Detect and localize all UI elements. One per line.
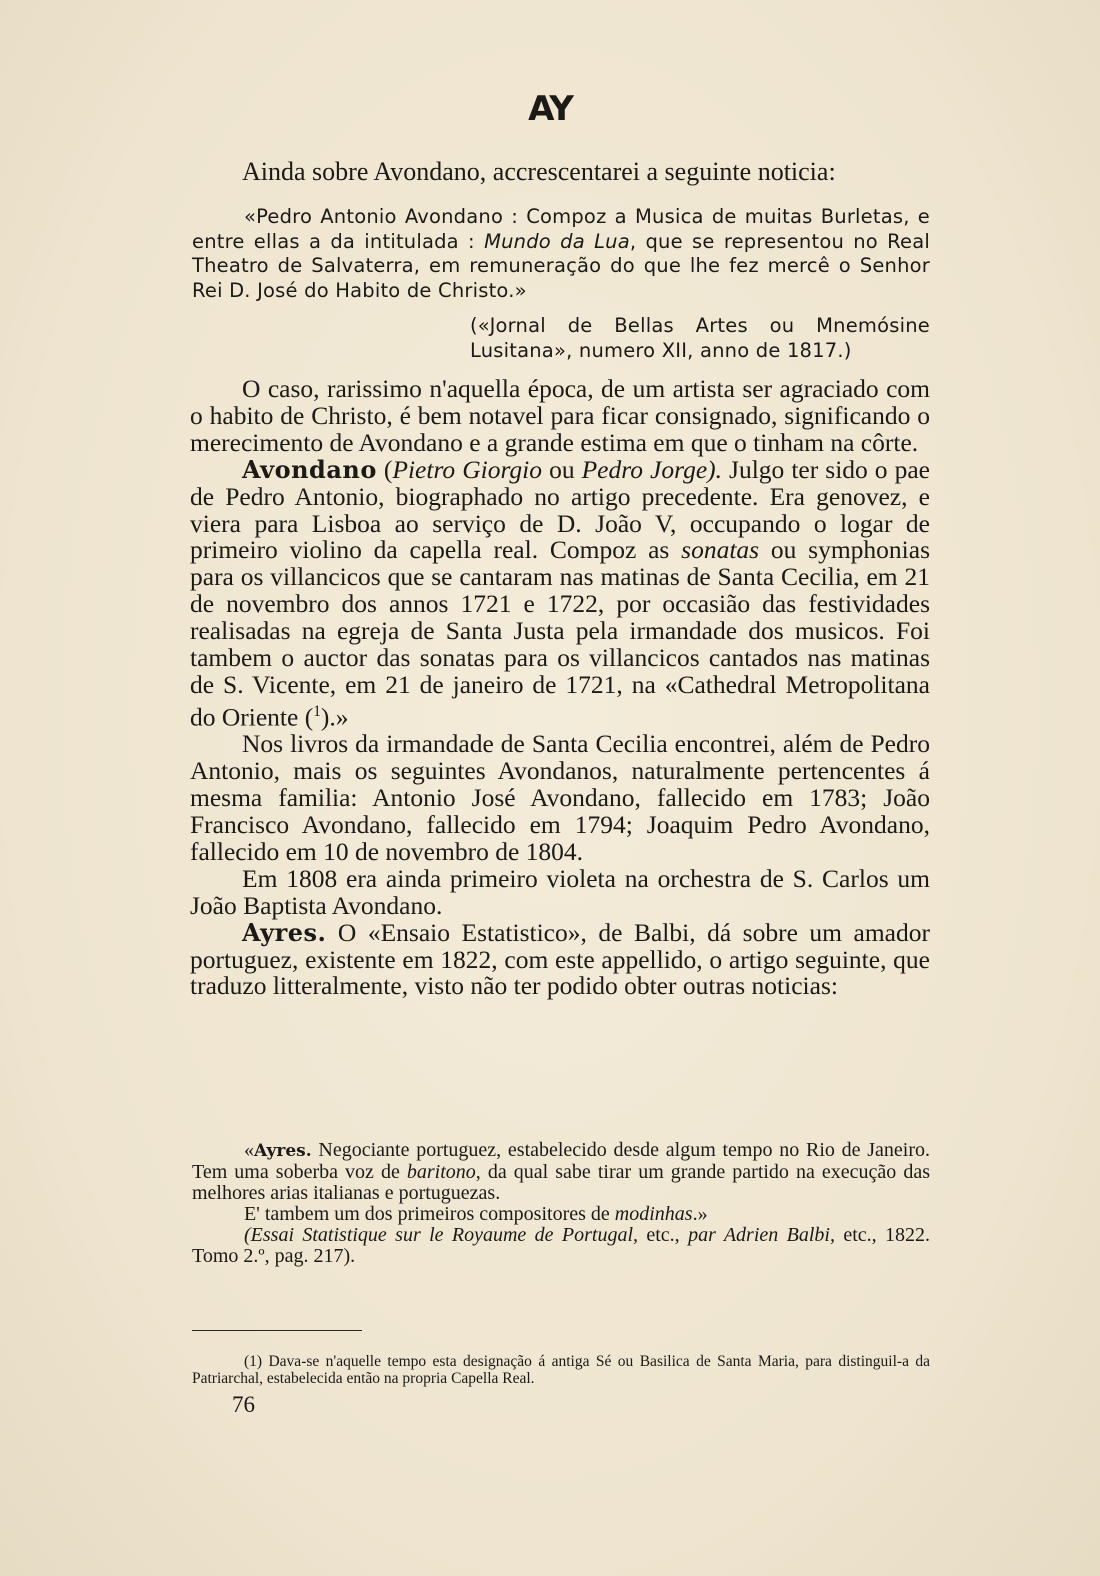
quote-balbi: [192, 1140, 930, 1267]
quote-jornal-title: Mundo da Lua: [484, 229, 630, 253]
intro-line: Ainda sobre Avondano, accrescentarei a seguinte noticia:: [242, 157, 836, 186]
page-number: 76: [232, 1392, 255, 1417]
quote-balbi-para1: [192, 1140, 930, 1204]
entry-avondano-text3: ).»: [320, 702, 349, 732]
paragraph-1808: Em 1808 era ainda primeiro violeta na orchestra de S. Carlos um João Baptista Avondano.: [190, 863, 930, 920]
footnote-divider: [192, 1330, 362, 1331]
entry-ayres: [190, 917, 930, 1001]
quote-balbi-citation: [192, 1225, 930, 1267]
entry-avondano-ou: ou: [542, 454, 582, 484]
entry-avondano-name2: Pedro Jorge).: [581, 454, 722, 484]
entry-ayres-text: O «Ensaio Estatistico», de Balbi, dá sobre um amador portuguez, existente em 1822, com este appellido, o artigo seguinte, que traduzo litteralmente, visto não ter podido obter outras noticias:: [190, 917, 930, 1001]
citation-rest: etc., 1822. Tomo 2.º, pag. 217).: [192, 1224, 931, 1267]
quote-balbi-line2a: E' tambem um dos primeiros compositores de: [244, 1203, 615, 1225]
entry-avondano-text2: ou symphonias para os villancicos que se cantaram nas matinas de Santa Cecilia, em 21 de novembro dos annos 1721 e 1722, por occasião das festividades realisadas na egreja de Santa Justa pela irmandade dos musicos. Foi tambem o auctor das sonatas para os villancicos cantados nas matinas de S. Vicente, em 21 de janeiro de 1721, na «Cathedral Metropolitana do Oriente (: [190, 535, 931, 732]
quote-balbi-open: «: [244, 1139, 254, 1161]
paragraph-caso: O caso, rarissimo n'aquella época, de um artista ser agraciado com o habito de Christo, é bem notavel para ficar consignado, significando o merecimento de Avondano e a grande estima em que o tinham na côrte.: [190, 374, 930, 457]
entry-avondano-heading: Avondano: [242, 454, 377, 484]
quote-balbi-line2b: .»: [692, 1203, 708, 1225]
footnote: (1) Dava-se n'aquelle tempo esta designação á antiga Sé ou Basilica de Santa Maria, para distinguil-a da Patriarchal, estabelecida então na propria Capella Real.: [192, 1353, 930, 1387]
quote-balbi-para2: [192, 1204, 930, 1225]
citation-title: (Essai Statistique sur le Royaume de Portugal,: [244, 1224, 639, 1246]
quote-balbi-modinhas: modinhas: [614, 1203, 693, 1225]
entry-avondano: [190, 454, 931, 732]
entry-avondano-paren: (: [376, 454, 393, 484]
quote-balbi-heading: Ayres.: [254, 1141, 312, 1161]
quote-jornal-open: «Pedro Antonio Avondano : Compoz a Musica de muitas Burletas, e entre ellas a da intitulada :: [192, 205, 930, 253]
footnote-marker[interactable]: 1: [313, 702, 321, 720]
citation-author: par Adrien Balbi,: [688, 1224, 835, 1246]
quote-balbi-baritono: baritono: [406, 1161, 476, 1183]
quote-jornal-source: («Jornal de Bellas Artes ou Mnemósine Lusitana», numero XII, anno de 1817.): [470, 314, 930, 362]
entry-avondano-name1: Pietro Giorgio: [392, 454, 543, 484]
entry-avondano-sonatas: sonatas: [681, 535, 760, 565]
running-head: AY: [528, 89, 572, 129]
quote-balbi-text2: , da qual sabe tirar um grande partido na execução das melhores arias italianas e portuguezas.: [192, 1161, 930, 1204]
quote-jornal: [192, 205, 930, 303]
quote-balbi-text1: Negociante portuguez, estabelecido desde algum tempo no Rio de Janeiro. Tem uma soberba voz de: [192, 1139, 930, 1183]
citation-etc: etc.,: [638, 1224, 689, 1246]
entry-ayres-heading: Ayres.: [242, 917, 327, 947]
main-text: [190, 376, 930, 1000]
paragraph-livros: Nos livros da irmandade de Santa Cecilia encontrei, além de Pedro Antonio, mais os seguintes Avondanos, naturalmente pertencentes á mesma familia: Antonio José Avondano, fallecido em 1783; João Francisco Avondano, fallecido em 1794; Joaquim Pedro Avondano, fallecido em 10 de novembro de 1804.: [190, 729, 930, 866]
quote-jornal-close: , que se representou no Real Theatro de Salvaterra, em remuneração do que lhe fez mercê o Senhor Rei D. José do Habito de Christo.»: [192, 229, 930, 302]
entry-avondano-text1: Julgo ter sido o pae de Pedro Antonio, biographado no artigo precedente. Era genovez, e viera para Lisboa ao serviço de D. João V, occupando o logar de primeiro violino da capella real. Compoz as: [190, 454, 930, 565]
